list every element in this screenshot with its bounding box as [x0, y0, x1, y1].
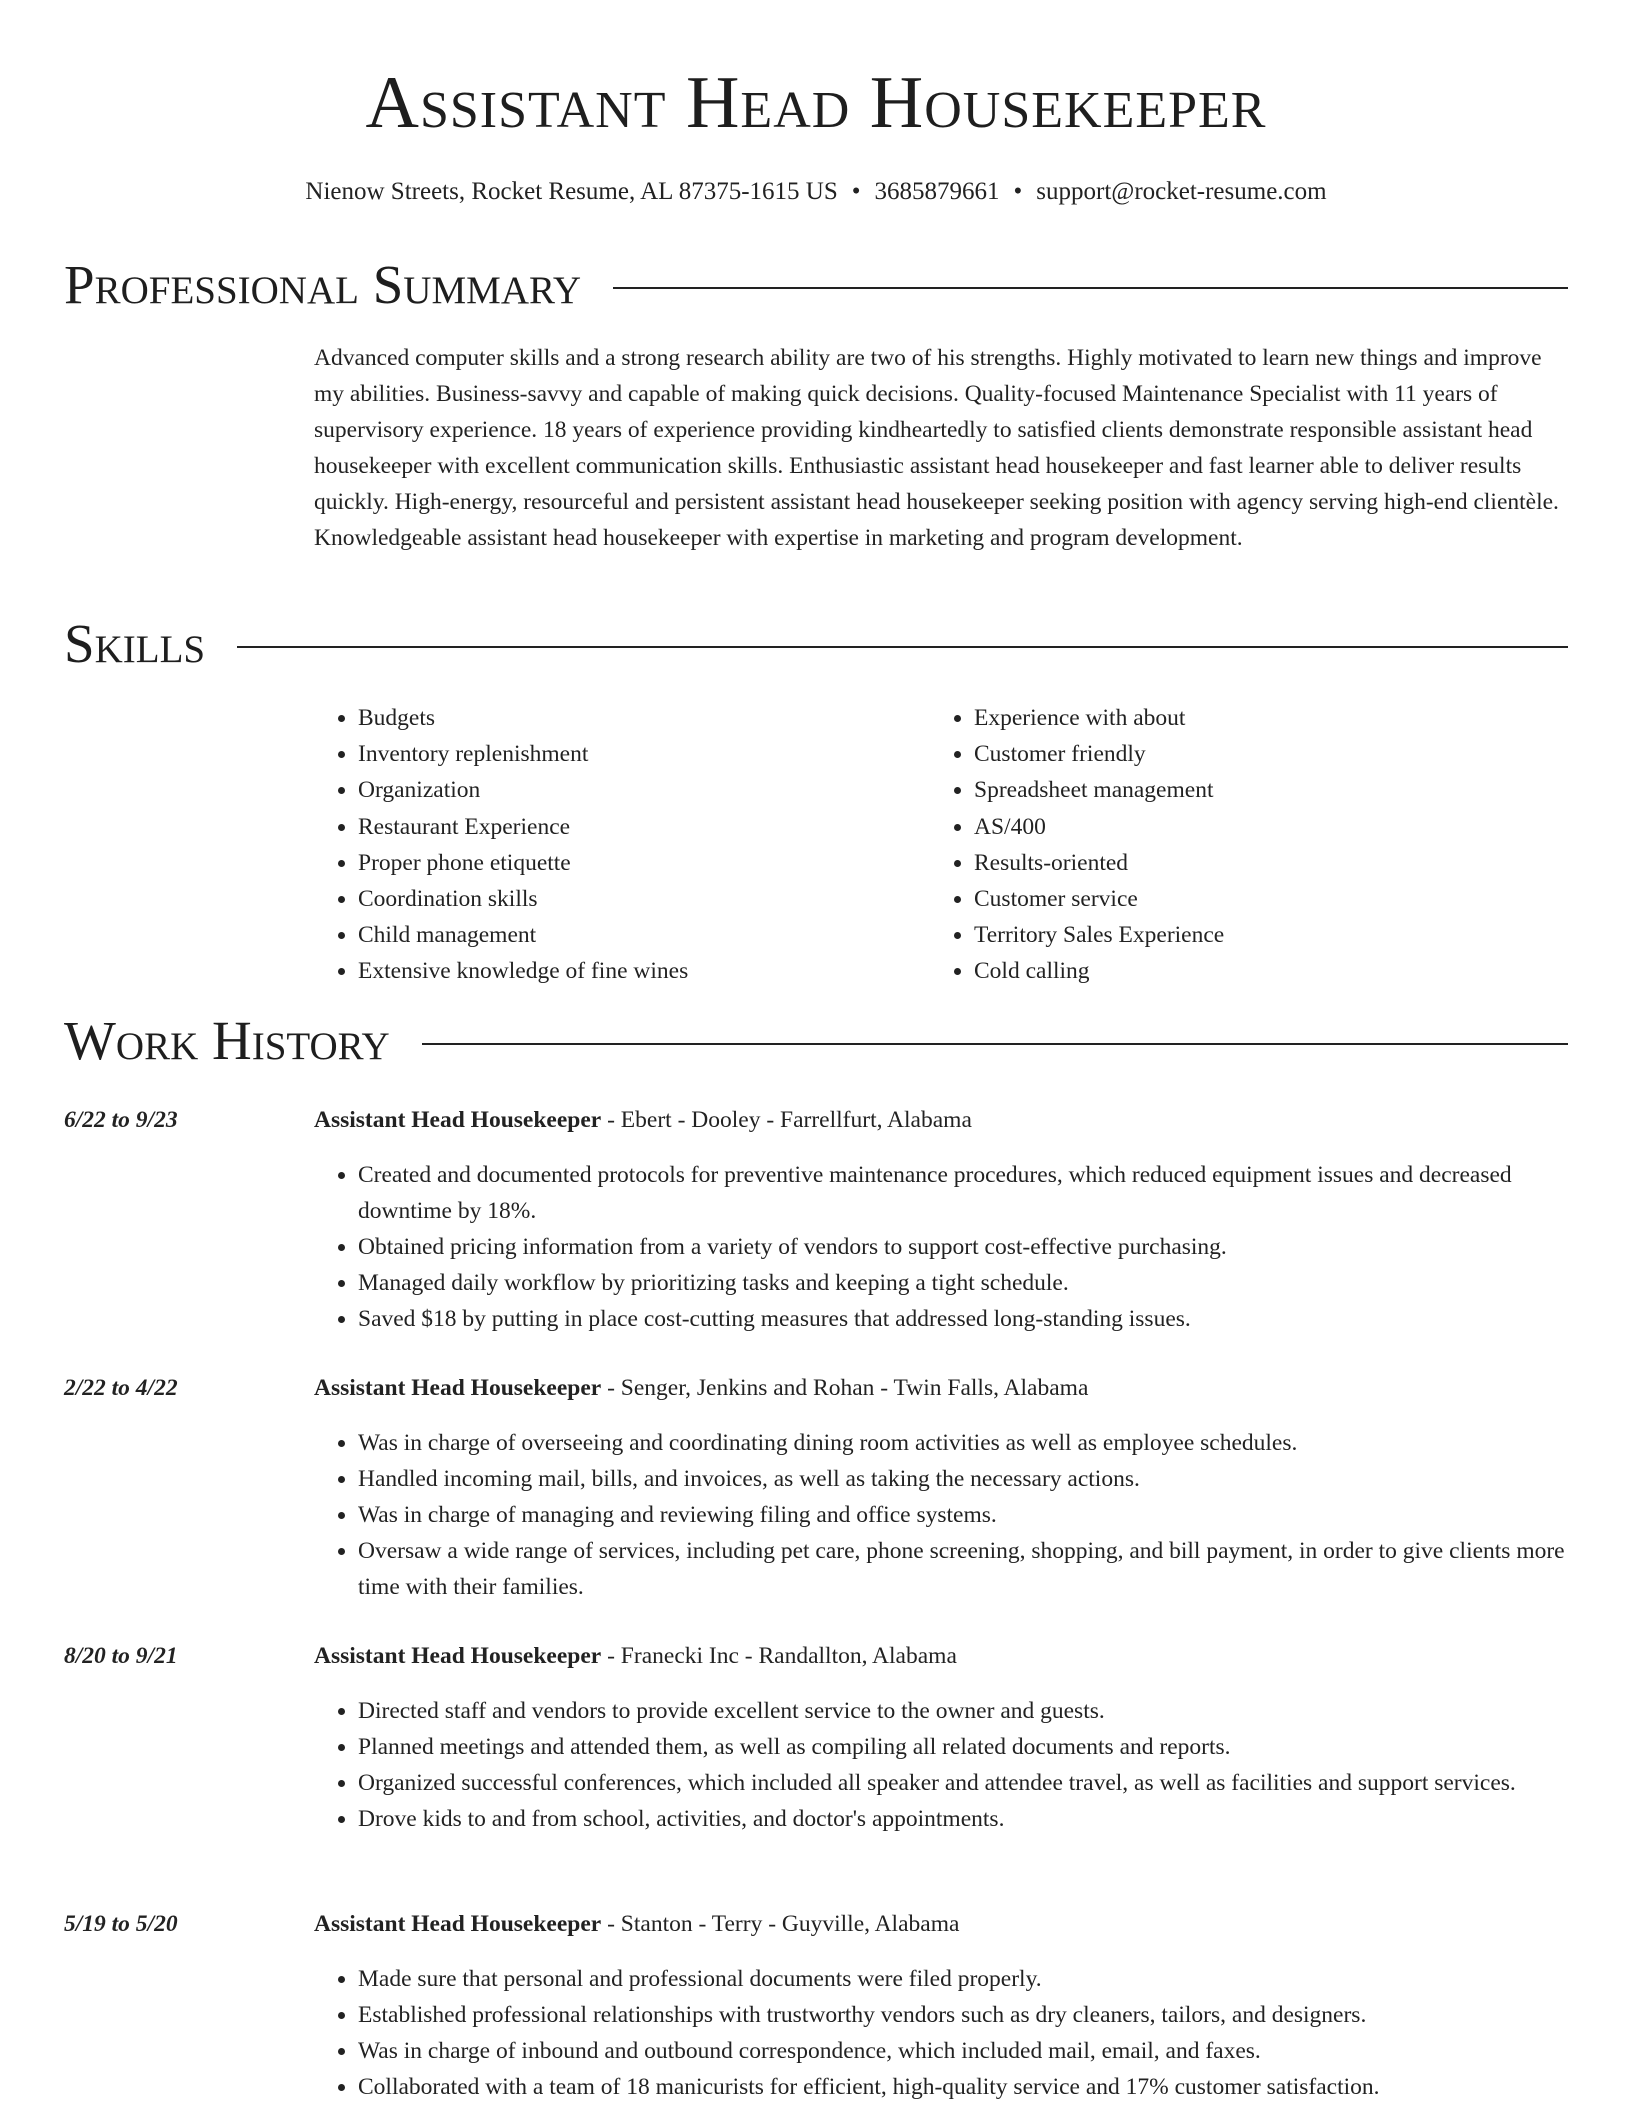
- skills-section-title: Skills: [64, 613, 206, 674]
- job-role: Assistant Head Housekeeper: [314, 1911, 602, 1937]
- job-heading: [314, 1370, 1568, 1406]
- summary-text: Advanced computer skills and a strong research ability are two of his strengths. Highly motivated to learn new things and improve my abilities. Business-savvy and capable of making quick decisions. Quality-focused Maintenance Specialist with 11 years of supervisory experience. 18 years of experience providing kindheartedly to satisfied clients demonstrate responsible assistant head housekeeper with excellent communication skills. Enthusiastic assistant head housekeeper and fast learner able to deliver results quickly. High-energy, resourceful and persistent assistant head housekeeper seeking position with agency serving high-end clientèle. Knowledgeable assistant head housekeeper with expertise in marketing and program development.: [314, 345, 1559, 551]
- skill-item: • AS/400: [974, 809, 1546, 845]
- job-heading: [314, 1906, 1568, 1942]
- skill-item: • Inventory replenishment: [358, 736, 930, 772]
- job-company-location: - Ebert - Dooley - Farrellfurt, Alabama: [601, 1107, 972, 1133]
- resume-name-title: Assistant Head Housekeeper: [365, 62, 1267, 144]
- contact-line: [0, 175, 1632, 209]
- skill-item: • Customer service: [974, 881, 1546, 917]
- job-bullets: [314, 1157, 1568, 1337]
- job-role: Assistant Head Housekeeper: [314, 1643, 602, 1669]
- job-bullet: • Collaborated with a team of 18 manicurists for efficient, high-quality service and 17% customer satisfaction.: [358, 2069, 1568, 2105]
- job-role: Assistant Head Housekeeper: [314, 1375, 602, 1401]
- skill-item: • Experience with about: [974, 700, 1546, 736]
- skills-column-right: [930, 700, 1546, 990]
- skill-item: • Cold calling: [974, 953, 1546, 989]
- skill-item: • Results-oriented: [974, 845, 1546, 881]
- job-bullet: • Planned meetings and attended them, as well as compiling all related documents and reports.: [358, 1729, 1568, 1765]
- skill-item: • Territory Sales Experience: [974, 917, 1546, 953]
- job-bullet: • Was in charge of managing and reviewing filing and office systems.: [358, 1497, 1568, 1533]
- skill-item: • Child management: [358, 917, 930, 953]
- skill-item: • Organization: [358, 772, 930, 808]
- job-bullet: • Managed daily workflow by prioritizing tasks and keeping a tight schedule.: [358, 1265, 1568, 1301]
- job-role: Assistant Head Housekeeper: [314, 1107, 602, 1133]
- job-bullets: [314, 1425, 1568, 1605]
- job-dates: 8/20 to 9/21: [64, 1643, 178, 1669]
- contact-separator: •: [851, 178, 861, 205]
- skill-item: • Extensive knowledge of fine wines: [358, 953, 930, 989]
- job-bullets: [314, 1693, 1568, 1837]
- job-bullet: • Saved $18 by putting in place cost-cutting measures that addressed long-standing issues.: [358, 1301, 1568, 1337]
- job-bullet: • Directed staff and vendors to provide excellent service to the owner and guests.: [358, 1693, 1568, 1729]
- contact-separator: •: [1013, 178, 1023, 205]
- section-divider: [237, 646, 1568, 648]
- job-company-location: - Senger, Jenkins and Rohan - Twin Falls, Alabama: [601, 1375, 1089, 1401]
- skill-item: • Spreadsheet management: [974, 772, 1546, 808]
- summary-section-title: Professional Summary: [64, 254, 582, 315]
- job-company-location: - Stanton - Terry - Guyville, Alabama: [601, 1911, 960, 1937]
- job-bullet: • Drove kids to and from school, activities, and doctor's appointments.: [358, 1801, 1568, 1837]
- section-divider: [422, 1043, 1568, 1045]
- job-bullet: • Created and documented protocols for preventive maintenance procedures, which reduced equipment issues and decreased downtime by 18%.: [358, 1157, 1568, 1229]
- skill-item: • Restaurant Experience: [358, 809, 930, 845]
- job-heading: [314, 1638, 1568, 1674]
- job-dates: 5/19 to 5/20: [64, 1911, 178, 1937]
- job-company-location: - Franecki Inc - Randallton, Alabama: [601, 1643, 957, 1669]
- section-divider: [613, 287, 1568, 289]
- job-bullet: • Handled incoming mail, bills, and invoices, as well as taking the necessary actions.: [358, 1461, 1568, 1497]
- job-bullet: • Was in charge of inbound and outbound correspondence, which included mail, email, and faxes.: [358, 2033, 1568, 2069]
- skill-item: • Budgets: [358, 700, 930, 736]
- contact-address: Nienow Streets, Rocket Resume, AL 87375-1615 US: [305, 178, 838, 205]
- skills-list: [314, 700, 1570, 990]
- job-bullet: • Made sure that personal and professional documents were filed properly.: [358, 1961, 1568, 1997]
- summary-section-header: [64, 253, 1568, 317]
- skill-item: • Customer friendly: [974, 736, 1546, 772]
- skill-item: • Coordination skills: [358, 881, 930, 917]
- job-heading: [314, 1102, 1568, 1138]
- work-section-header: [64, 1009, 1568, 1073]
- job-bullet: • Obtained pricing information from a variety of vendors to support cost-effective purchasing.: [358, 1229, 1568, 1265]
- contact-phone: 3685879661: [874, 178, 1000, 205]
- job-bullets: [314, 1961, 1568, 2105]
- skills-section-header: [64, 612, 1568, 676]
- job-bullet: • Established professional relationships with trustworthy vendors such as dry cleaners, tailors, and designers.: [358, 1997, 1568, 2033]
- job-bullet: • Organized successful conferences, which included all speaker and attendee travel, as well as facilities and support services.: [358, 1765, 1568, 1801]
- skill-item: • Proper phone etiquette: [358, 845, 930, 881]
- job-bullet: • Was in charge of overseeing and coordinating dining room activities as well as employee schedules.: [358, 1425, 1568, 1461]
- job-dates: 2/22 to 4/22: [64, 1375, 178, 1401]
- job-bullet: • Oversaw a wide range of services, including pet care, phone screening, shopping, and bill payment, in order to give clients more time with their families.: [358, 1533, 1568, 1605]
- job-dates: 6/22 to 9/23: [64, 1107, 178, 1133]
- work-section-title: Work History: [64, 1010, 390, 1071]
- contact-email: support@rocket-resume.com: [1036, 178, 1327, 205]
- skills-column-left: [314, 700, 930, 990]
